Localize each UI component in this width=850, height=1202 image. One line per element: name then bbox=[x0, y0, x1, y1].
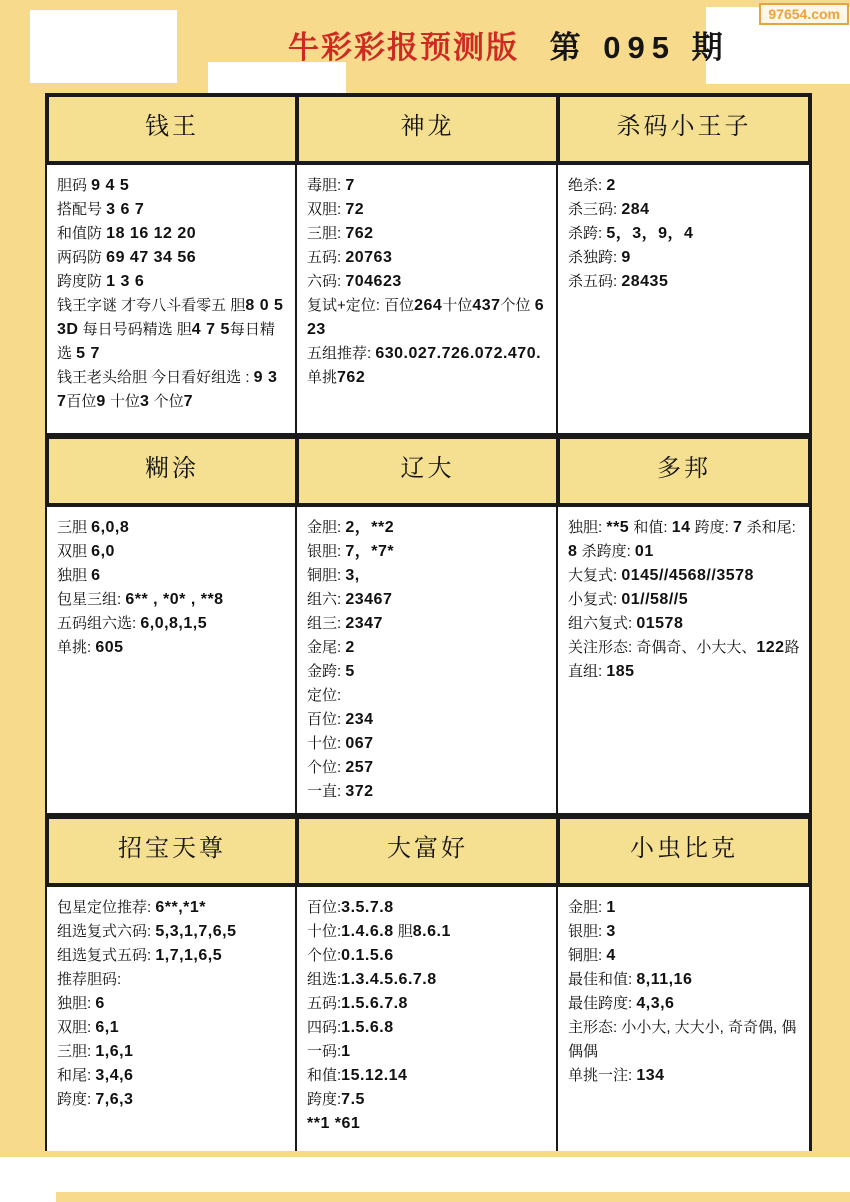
prediction-line: 组六: 23467 bbox=[307, 591, 393, 608]
column-header: 大富好 bbox=[295, 819, 556, 883]
prediction-line: 最佳和值: 8,11,16 bbox=[568, 971, 693, 988]
prediction-line: 双胆: 6,1 bbox=[57, 1019, 120, 1036]
issue-number: 第 095 期 bbox=[549, 30, 730, 65]
prediction-cell bbox=[295, 165, 556, 435]
prediction-line: 大复式: 0145//4568//3578 bbox=[568, 567, 754, 584]
prediction-cell bbox=[556, 507, 812, 815]
prediction-line: 跨度: 7,6,3 bbox=[57, 1091, 134, 1108]
prediction-line: **1 *61 bbox=[307, 1115, 361, 1132]
blank-box-left bbox=[30, 10, 177, 83]
prediction-cell bbox=[295, 507, 556, 815]
prediction-line: 小复式: 01//58//5 bbox=[568, 591, 689, 608]
prediction-line: 搭配号 3 6 7 bbox=[57, 201, 145, 218]
section-header-row bbox=[45, 435, 812, 507]
title-line bbox=[288, 22, 730, 67]
prediction-line: 个位: 257 bbox=[307, 759, 374, 776]
prediction-line: 金胆: 2，**2 bbox=[307, 519, 395, 536]
prediction-line: 四码:1.5.6.8 bbox=[307, 1019, 394, 1036]
prediction-line: 五码组六选: 6,0,8,1,5 bbox=[57, 615, 208, 632]
prediction-line: 三胆: 1,6,1 bbox=[57, 1043, 134, 1060]
prediction-line: 个位:0.1.5.6 bbox=[307, 947, 394, 964]
prediction-line: 独胆: 6 bbox=[57, 995, 105, 1012]
bottom-blank-corner bbox=[0, 1192, 56, 1202]
section-body-row bbox=[45, 507, 812, 815]
section-body-row bbox=[45, 165, 812, 435]
prediction-line: 毒胆: 7 bbox=[307, 177, 355, 194]
prediction-line: 三胆 6,0,8 bbox=[57, 519, 130, 536]
column-header: 辽大 bbox=[295, 439, 556, 503]
prediction-line: 组三: 2347 bbox=[307, 615, 383, 632]
prediction-line: 跨度防 1 3 6 bbox=[57, 273, 145, 290]
prediction-line: 绝杀: 2 bbox=[568, 177, 616, 194]
prediction-line: 六码: 704623 bbox=[307, 273, 402, 290]
prediction-line: 两码防 69 47 34 56 bbox=[57, 249, 197, 266]
column-header: 多邦 bbox=[556, 439, 812, 503]
prediction-line: 和值:15.12.14 bbox=[307, 1067, 408, 1084]
prediction-line: 3D 每日号码精选 胆4 7 5每日精选 5 7 bbox=[57, 321, 275, 362]
prediction-line: 百位: 234 bbox=[307, 711, 374, 728]
prediction-line: 银胆: 7，*7* bbox=[307, 543, 395, 560]
prediction-cell bbox=[45, 165, 295, 435]
prediction-cell bbox=[295, 887, 556, 1151]
prediction-line: 杀五码: 28435 bbox=[568, 273, 669, 290]
prediction-line: 银胆: 3 bbox=[568, 923, 616, 940]
prediction-line: 三胆: 762 bbox=[307, 225, 374, 242]
prediction-line: 杀跨: 5，3，9，4 bbox=[568, 225, 694, 242]
prediction-line: 双胆 6,0 bbox=[57, 543, 115, 560]
section-header-row bbox=[45, 815, 812, 887]
prediction-line: 五码:1.5.6.7.8 bbox=[307, 995, 408, 1012]
prediction-line: 单挑: 605 bbox=[57, 639, 124, 656]
prediction-line: 组选复式五码: 1,7,1,6,5 bbox=[57, 947, 223, 964]
prediction-cell bbox=[556, 887, 812, 1151]
prediction-line: 十位: 067 bbox=[307, 735, 374, 752]
prediction-line: 跨度:7.5 bbox=[307, 1091, 365, 1108]
column-header: 钱王 bbox=[45, 97, 295, 161]
prediction-line: 百位:3.5.7.8 bbox=[307, 899, 394, 916]
section-header-row bbox=[45, 93, 812, 165]
prediction-line: 主形态: 小小大, 大大小, 奇奇偶, 偶偶偶 bbox=[568, 1019, 797, 1060]
prediction-line: 五码: 20763 bbox=[307, 249, 393, 266]
bottom-blank-area bbox=[0, 1157, 850, 1192]
prediction-line: 单挑762 bbox=[307, 369, 366, 386]
prediction-line: 直组: 185 bbox=[568, 663, 635, 680]
prediction-line: 杀独跨: 9 bbox=[568, 249, 631, 266]
prediction-line: 金尾: 2 bbox=[307, 639, 355, 656]
prediction-line: 单挑一注: 134 bbox=[568, 1067, 665, 1084]
prediction-line: 一码:1 bbox=[307, 1043, 351, 1060]
prediction-line: 复试+定位: 百位264十位437个位 623 bbox=[307, 297, 545, 338]
prediction-line: 组选复式六码: 5,3,1,7,6,5 bbox=[57, 923, 237, 940]
prediction-line: 包星定位推荐: 6**,*1* bbox=[57, 899, 206, 916]
site-watermark: 97654.com bbox=[759, 3, 849, 25]
masthead bbox=[0, 0, 850, 93]
prediction-line: 钱王老头给胆 今日看好组选 : 9 3 7百位9 十位3 个位7 bbox=[57, 369, 278, 410]
prediction-line: 独胆: **5 和值: 14 跨度: 7 杀和尾: 8 杀跨度: 01 bbox=[568, 519, 796, 560]
prediction-board bbox=[45, 93, 812, 1151]
prediction-line: 和尾: 3,4,6 bbox=[57, 1067, 134, 1084]
prediction-line: 杀三码: 284 bbox=[568, 201, 650, 218]
column-header: 神龙 bbox=[295, 97, 556, 161]
prediction-line: 组六复式: 01578 bbox=[568, 615, 684, 632]
prediction-cell bbox=[556, 165, 812, 435]
prediction-line: 双胆: 72 bbox=[307, 201, 365, 218]
page-title: 牛彩彩报预测版 bbox=[288, 30, 519, 65]
column-header: 糊涂 bbox=[45, 439, 295, 503]
prediction-line: 五组推荐: 630.027.726.072.470. bbox=[307, 345, 542, 362]
prediction-line: 十位:1.4.6.8 胆8.6.1 bbox=[307, 923, 451, 940]
prediction-line: 金胆: 1 bbox=[568, 899, 616, 916]
prediction-line: 一直: 372 bbox=[307, 783, 374, 800]
column-header: 小虫比克 bbox=[556, 819, 812, 883]
prediction-line: 推荐胆码: bbox=[57, 971, 122, 988]
prediction-line: 包星三组: 6** , *0* , **8 bbox=[57, 591, 224, 608]
prediction-cell bbox=[45, 507, 295, 815]
column-header: 招宝天尊 bbox=[45, 819, 295, 883]
prediction-line: 最佳跨度: 4,3,6 bbox=[568, 995, 675, 1012]
prediction-line: 铜胆: 3, bbox=[307, 567, 360, 584]
column-header: 杀码小王子 bbox=[556, 97, 812, 161]
prediction-line: 组选:1.3.4.5.6.7.8 bbox=[307, 971, 437, 988]
prediction-line: 钱王字谜 才夸八斗看零五 胆8 0 5 bbox=[57, 297, 284, 314]
prediction-line: 金跨: 5 bbox=[307, 663, 355, 680]
prediction-cell bbox=[45, 887, 295, 1151]
prediction-line: 关注形态: 奇偶奇、小大大、122路 bbox=[568, 639, 800, 656]
prediction-line: 胆码 9 4 5 bbox=[57, 177, 130, 194]
prediction-line: 定位: bbox=[307, 687, 342, 704]
prediction-line: 和值防 18 16 12 20 bbox=[57, 225, 197, 242]
section-body-row bbox=[45, 887, 812, 1151]
prediction-line: 铜胆: 4 bbox=[568, 947, 616, 964]
prediction-line: 独胆 6 bbox=[57, 567, 101, 584]
